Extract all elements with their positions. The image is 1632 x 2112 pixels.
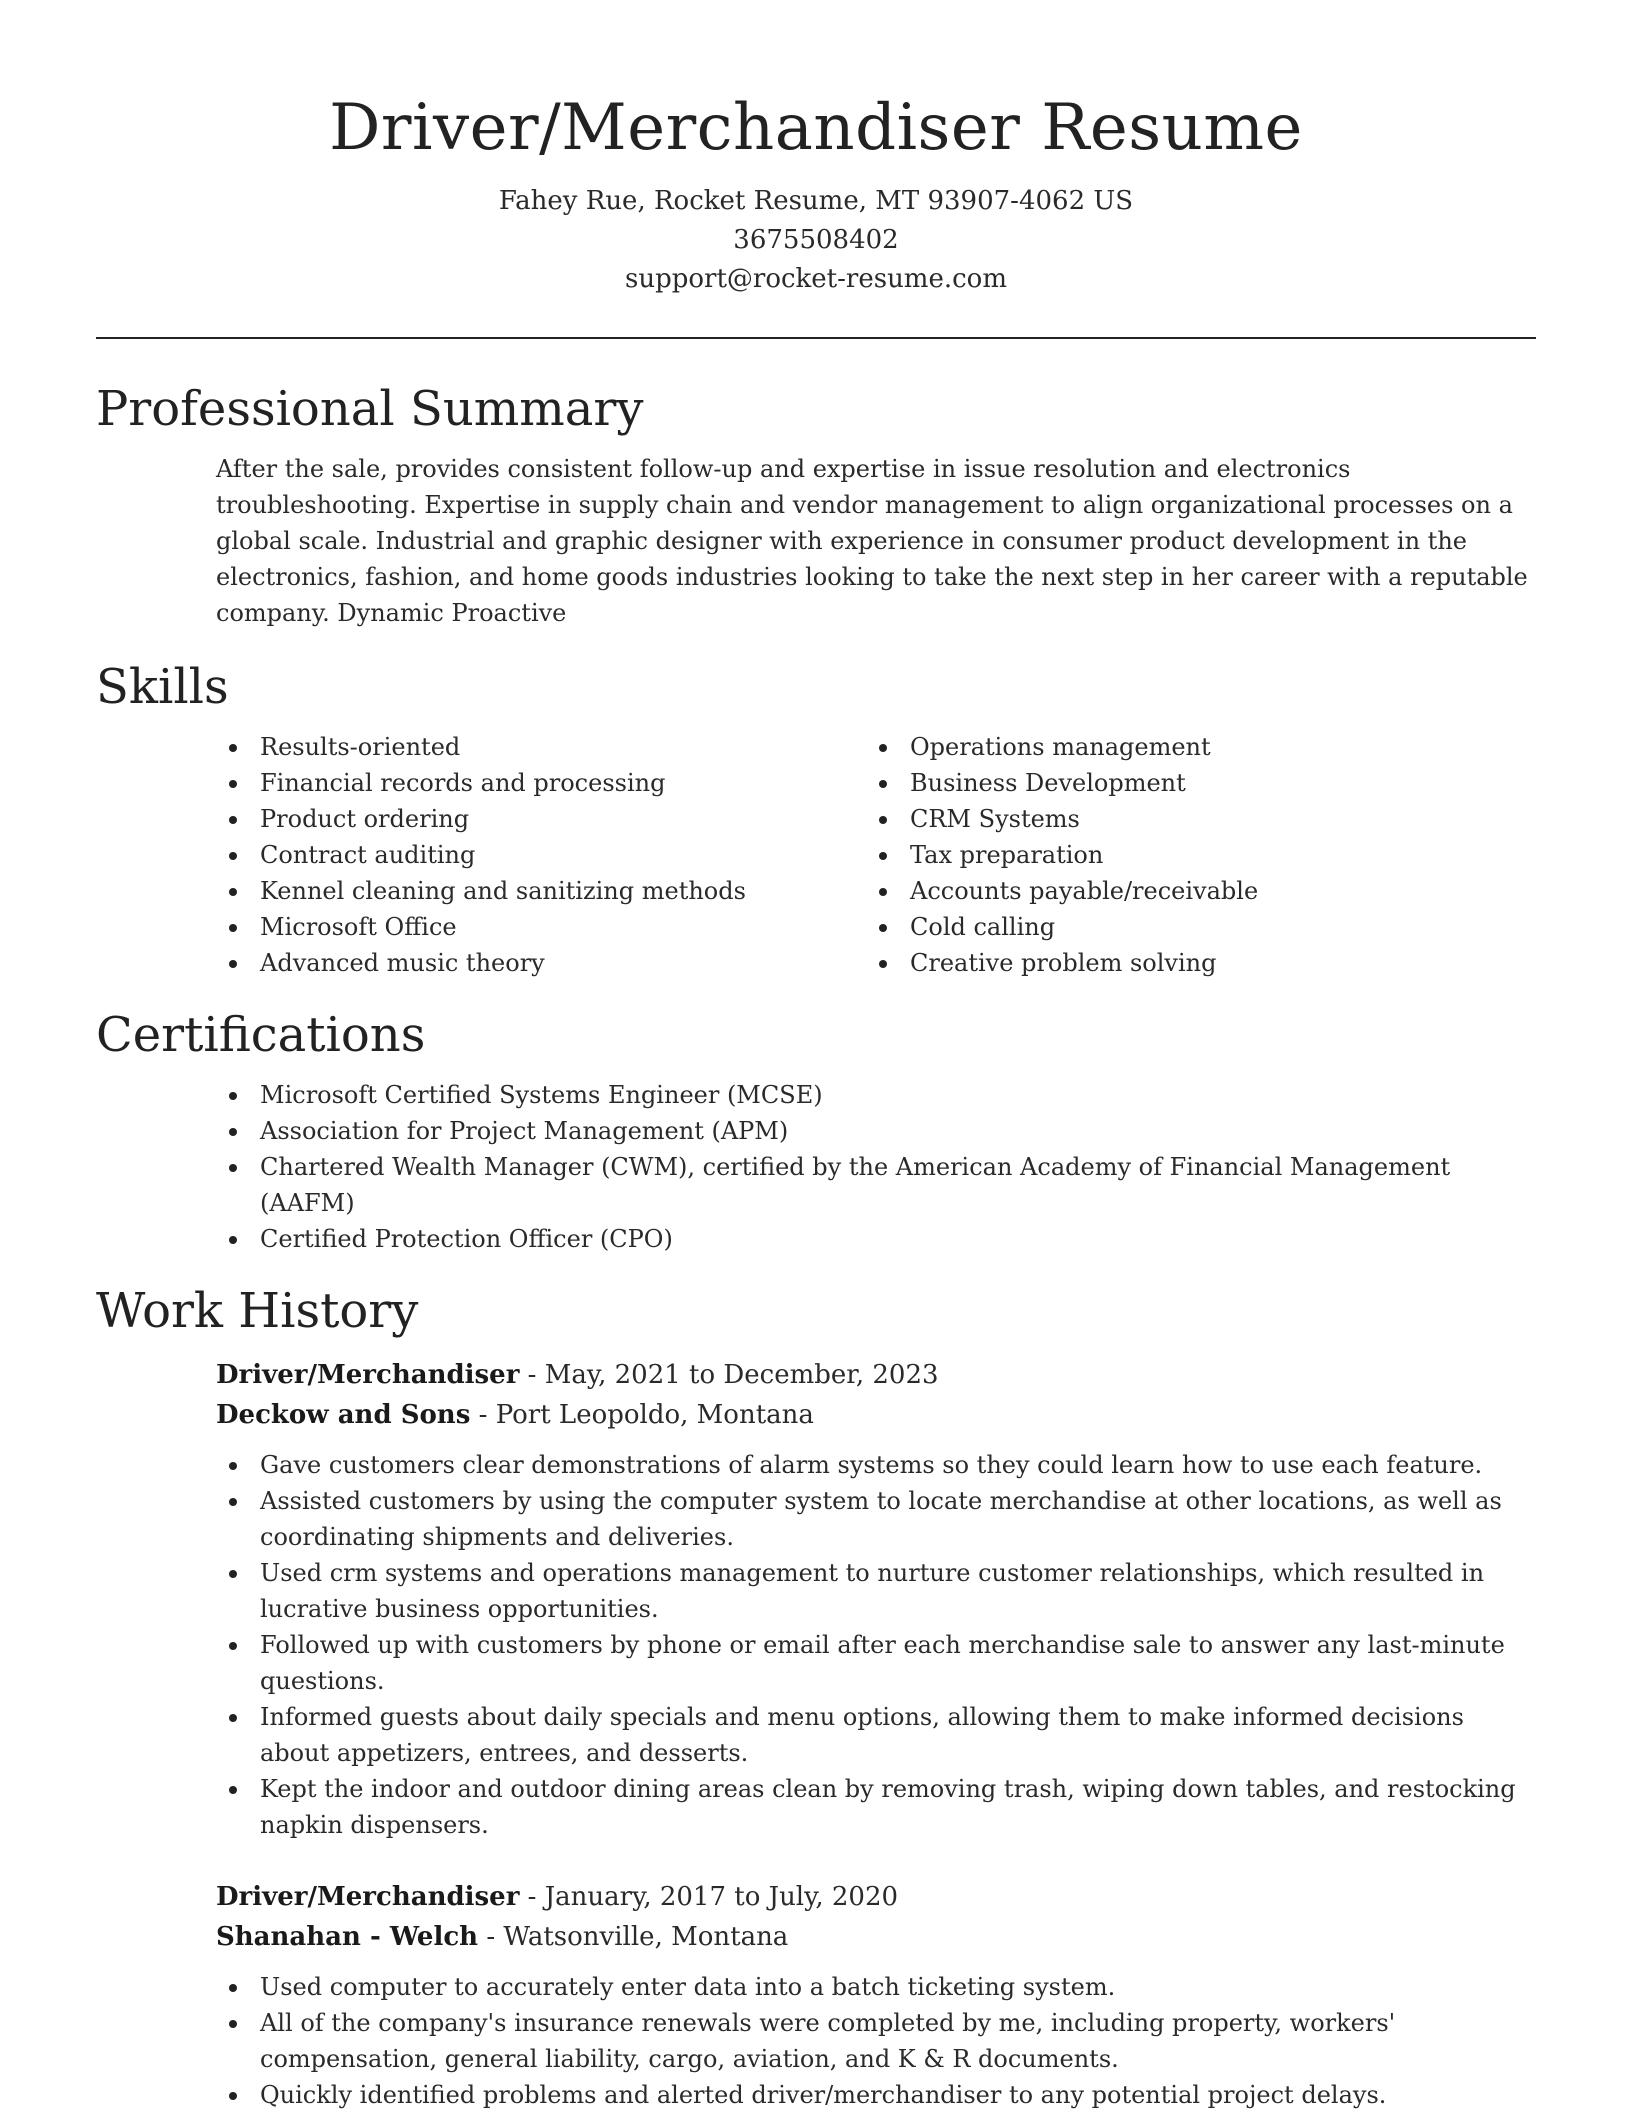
certification-item: Chartered Wealth Manager (CWM), certified by the American Academy of Financial Management (AAFM) — [216, 1149, 1536, 1221]
job-bullet: Used crm systems and operations management to nurture customer relationships, which resulted in lucrative business opportunities. — [216, 1555, 1536, 1627]
job-bullets — [216, 1969, 1536, 2112]
skill-item: Accounts payable/receivable — [866, 873, 1516, 909]
header-divider — [96, 337, 1536, 339]
skill-item: Microsoft Office — [216, 909, 866, 945]
skills-heading: Skills — [96, 659, 229, 715]
work-history-heading: Work History — [96, 1283, 419, 1339]
skill-item: Product ordering — [216, 801, 866, 837]
skill-item: Contract auditing — [216, 837, 866, 873]
skills-grid — [216, 729, 1536, 981]
skill-item: Operations management — [866, 729, 1516, 765]
job-bullet: Kept the indoor and outdoor dining areas clean by removing trash, wiping down tables, and restocking napkin dispensers. — [216, 1771, 1536, 1843]
certifications-heading: Certifications — [96, 1007, 426, 1063]
job-dates: January, 2017 to July, 2020 — [544, 1882, 899, 1912]
job-bullets — [216, 1447, 1536, 1843]
job-title-line — [216, 1355, 1536, 1395]
job-bullet: Used computer to accurately enter data into a batch ticketing system. — [216, 1969, 1536, 2005]
job-title: Driver/Merchandiser — [216, 1360, 520, 1390]
contact-block — [96, 182, 1536, 299]
skills-column-left — [216, 729, 866, 981]
contact-address: Fahey Rue, Rocket Resume, MT 93907-4062 US — [498, 186, 1134, 216]
skill-item: Tax preparation — [866, 837, 1516, 873]
skill-item: Kennel cleaning and sanitizing methods — [216, 873, 866, 909]
certifications-section — [96, 1005, 1536, 1257]
skill-item: Cold calling — [866, 909, 1516, 945]
skill-item: CRM Systems — [866, 801, 1516, 837]
resume-page — [96, 0, 1536, 2112]
certification-item: Certified Protection Officer (CPO) — [216, 1221, 1536, 1257]
job-title: Driver/Merchandiser — [216, 1882, 520, 1912]
job-bullet: All of the company's insurance renewals were completed by me, including property, workers' compensation, general liability, cargo, aviation, and K & R documents. — [216, 2005, 1536, 2077]
job-company-line — [216, 1395, 1536, 1435]
skill-item: Financial records and processing — [216, 765, 866, 801]
job-bullet: Gave customers clear demonstrations of alarm systems so they could learn how to use each feature. — [216, 1447, 1536, 1483]
resume-title: Driver/Merchandiser Resume — [329, 91, 1303, 165]
separator: - — [478, 1400, 496, 1430]
work-history-section — [96, 1281, 1536, 2112]
job-company: Deckow and Sons — [216, 1400, 471, 1430]
job-location: Watsonville, Montana — [503, 1922, 789, 1952]
job-entry — [216, 1877, 1536, 2112]
job-dates: May, 2021 to December, 2023 — [544, 1360, 939, 1390]
skill-item: Creative problem solving — [866, 945, 1516, 981]
separator: - — [527, 1360, 545, 1390]
skill-item: Results-oriented — [216, 729, 866, 765]
job-bullet: Informed guests about daily specials and menu options, allowing them to make informed decisions about appetizers, entrees, and desserts. — [216, 1699, 1536, 1771]
skill-item: Business Development — [866, 765, 1516, 801]
certification-item: Microsoft Certified Systems Engineer (MCSE) — [216, 1077, 1536, 1113]
resume-header — [96, 0, 1536, 299]
summary-text: After the sale, provides consistent follow-up and expertise in issue resolution and electronics troubleshooting. Expertise in supply chain and vendor management to align organizational processes on a global scale. Industrial and graphic designer with experience in consumer product development in the electronics, fashion, and home goods industries looking to take the next step in her career with a reputable company. Dynamic Proactive — [216, 455, 1528, 627]
job-entry — [216, 1355, 1536, 1843]
summary-section — [96, 379, 1536, 631]
job-title-line — [216, 1877, 1536, 1917]
separator: - — [486, 1922, 504, 1952]
skills-column-right — [866, 729, 1516, 981]
contact-email: support@rocket-resume.com — [624, 264, 1007, 294]
job-bullet: Followed up with customers by phone or email after each merchandise sale to answer any last-minute questions. — [216, 1627, 1536, 1699]
certification-item: Association for Project Management (APM) — [216, 1113, 1536, 1149]
job-company-line — [216, 1917, 1536, 1957]
job-company: Shanahan - Welch — [216, 1922, 479, 1952]
certifications-list — [216, 1077, 1536, 1257]
job-bullet: Assisted customers by using the computer system to locate merchandise at other locations, as well as coordinating shipments and deliveries. — [216, 1483, 1536, 1555]
job-bullet: Quickly identified problems and alerted driver/merchandiser to any potential project delays. — [216, 2077, 1536, 2112]
summary-heading: Professional Summary — [96, 381, 644, 437]
skill-item: Advanced music theory — [216, 945, 866, 981]
separator: - — [527, 1882, 545, 1912]
job-location: Port Leopoldo, Montana — [495, 1400, 814, 1430]
contact-phone: 3675508402 — [733, 225, 899, 255]
skills-section — [96, 657, 1536, 981]
